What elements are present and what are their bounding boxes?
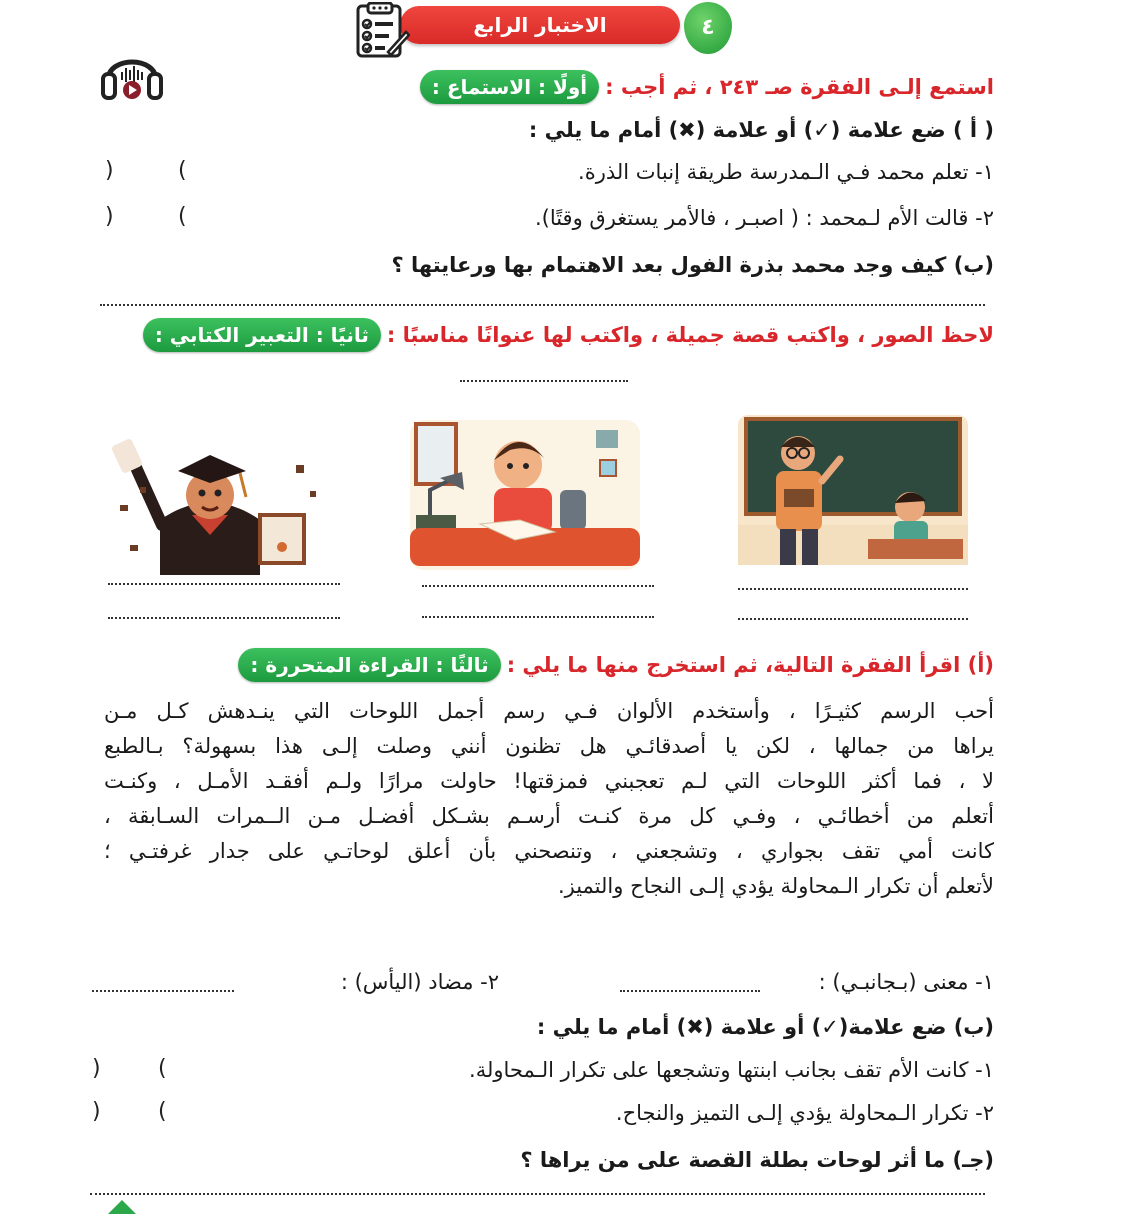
checklist-exam-icon <box>352 2 410 58</box>
q2-answer-line[interactable] <box>92 990 234 992</box>
answer-box-2-open: ( <box>178 204 187 229</box>
exam-title-banner: الاختبار الرابع <box>400 6 680 44</box>
answer-box-3-close: ) <box>92 1056 101 1081</box>
q1-answer-line[interactable] <box>620 990 760 992</box>
paragraph-line: يراها من جمالها ، لكن يا أصدقائـي هل تظنون أنني وصلت إلـى هذا بسهولة؟ بـالطبع <box>104 734 994 758</box>
section-listening-instruction: استمع إلـى الفقرة صـ ٢٤٣ ، ثم أجب : <box>605 75 994 99</box>
section-writing-instruction: لاحظ الصور ، واكتب قصة جميلة ، واكتب لها عنوانًا مناسبًا : <box>386 323 994 347</box>
caption-line[interactable] <box>422 585 654 587</box>
paragraph-line: كانت أمي تقف بجواري ، وتشجعني ، وتنصحني بأن أعلق لوحاتـي على جدار غرفتـي ؛ <box>104 839 994 863</box>
story-title-line[interactable] <box>460 380 628 382</box>
answer-box-4-close: ) <box>92 1099 101 1124</box>
answer-box-1-close: ) <box>105 158 114 183</box>
answer-box-3-open: ( <box>158 1056 167 1081</box>
caption-line[interactable] <box>738 588 968 590</box>
graduate-boy-picture <box>100 425 330 575</box>
listening-item-1: ١- تعلم محمد فـي الـمدرسة طريقة إنبات الذرة. <box>578 160 994 184</box>
paragraph-line: لأتعلم أن تكرار الـمحاولة يؤدي إلـى النجاح والتميز. <box>557 874 994 898</box>
answer-line[interactable] <box>90 1193 985 1195</box>
paragraph-line: لا ، فما أكثر اللوحات التي لـم تعجبني فمزقتها! حاولت مرارًا ولـم أفقـد الأمـل ، وكنـت <box>104 769 994 793</box>
reading-q2-opposite: ٢- مضاد (اليأس) : <box>340 970 499 994</box>
reading-part-b-question: (ب) ضع علامة(✓) أو علامة (✖) أمام ما يلي : <box>536 1015 994 1039</box>
section-reading-header <box>238 648 994 682</box>
answer-box-4-open: ( <box>158 1099 167 1124</box>
paragraph-line: أتعلم من أخطائـي ، وفـي كل مرة كنـت أرسـم بشـكل أفضـل مـن الــمرات السـابقة ، <box>104 804 994 828</box>
green-decoration-shape <box>108 1200 136 1214</box>
section-writing-header <box>143 318 994 352</box>
listening-part-a-question: ( أ ) ضع علامة (✓) أو علامة (✖) أمام ما يلي : <box>528 118 994 142</box>
paragraph-line: أحب الرسم كثيـرًا ، وأستخدم الألوان فـي رسم أجمل اللوحات التي ينـدهش كـل مـن <box>104 699 994 723</box>
boy-writing-at-desk-picture <box>410 420 640 570</box>
listening-part-b-question: (ب) كيف وجد محمد بذرة الفول بعد الاهتمام بها ورعايتها ؟ <box>391 253 994 277</box>
reading-paragraph <box>104 694 994 904</box>
section-listening-header <box>420 70 994 104</box>
caption-line[interactable] <box>108 583 340 585</box>
answer-box-2-close: ) <box>105 204 114 229</box>
reading-item-2: ٢- تكرار الـمحاولة يؤدي إلـى التميز والنجاح. <box>615 1101 994 1125</box>
teacher-and-student-picture <box>738 415 968 565</box>
caption-line[interactable] <box>108 617 340 619</box>
headphones-audio-icon <box>98 44 166 104</box>
answer-line[interactable] <box>100 304 985 306</box>
listening-item-2: ٢- قالت الأم لـمحمد : ( اصبـر ، فالأمر يستغرق وقتًا). <box>534 206 994 230</box>
reading-part-c-question: (جـ) ما أثر لوحات بطلة القصة على من يراها ؟ <box>520 1148 994 1172</box>
section-listening-pill: أولًا : الاستماع : <box>420 70 599 104</box>
reading-q1-meaning: ١- معنى (بـجانبـي) : <box>818 970 994 994</box>
caption-line[interactable] <box>738 618 968 620</box>
answer-box-1-open: ( <box>178 158 187 183</box>
section-reading-pill: ثالثًا : القراءة المتحررة : <box>238 648 500 682</box>
section-reading-instruction: (أ) اقرأ الفقرة التالية، ثم استخرج منها ما يلي : <box>506 653 994 677</box>
section-writing-pill: ثانيًا : التعبير الكتابي : <box>143 318 381 352</box>
exam-number-badge: ٤ <box>684 2 732 54</box>
reading-item-1: ١- كانت الأم تقف بجانب ابنتها وتشجعها على تكرار الـمحاولة. <box>469 1058 994 1082</box>
caption-line[interactable] <box>422 616 654 618</box>
